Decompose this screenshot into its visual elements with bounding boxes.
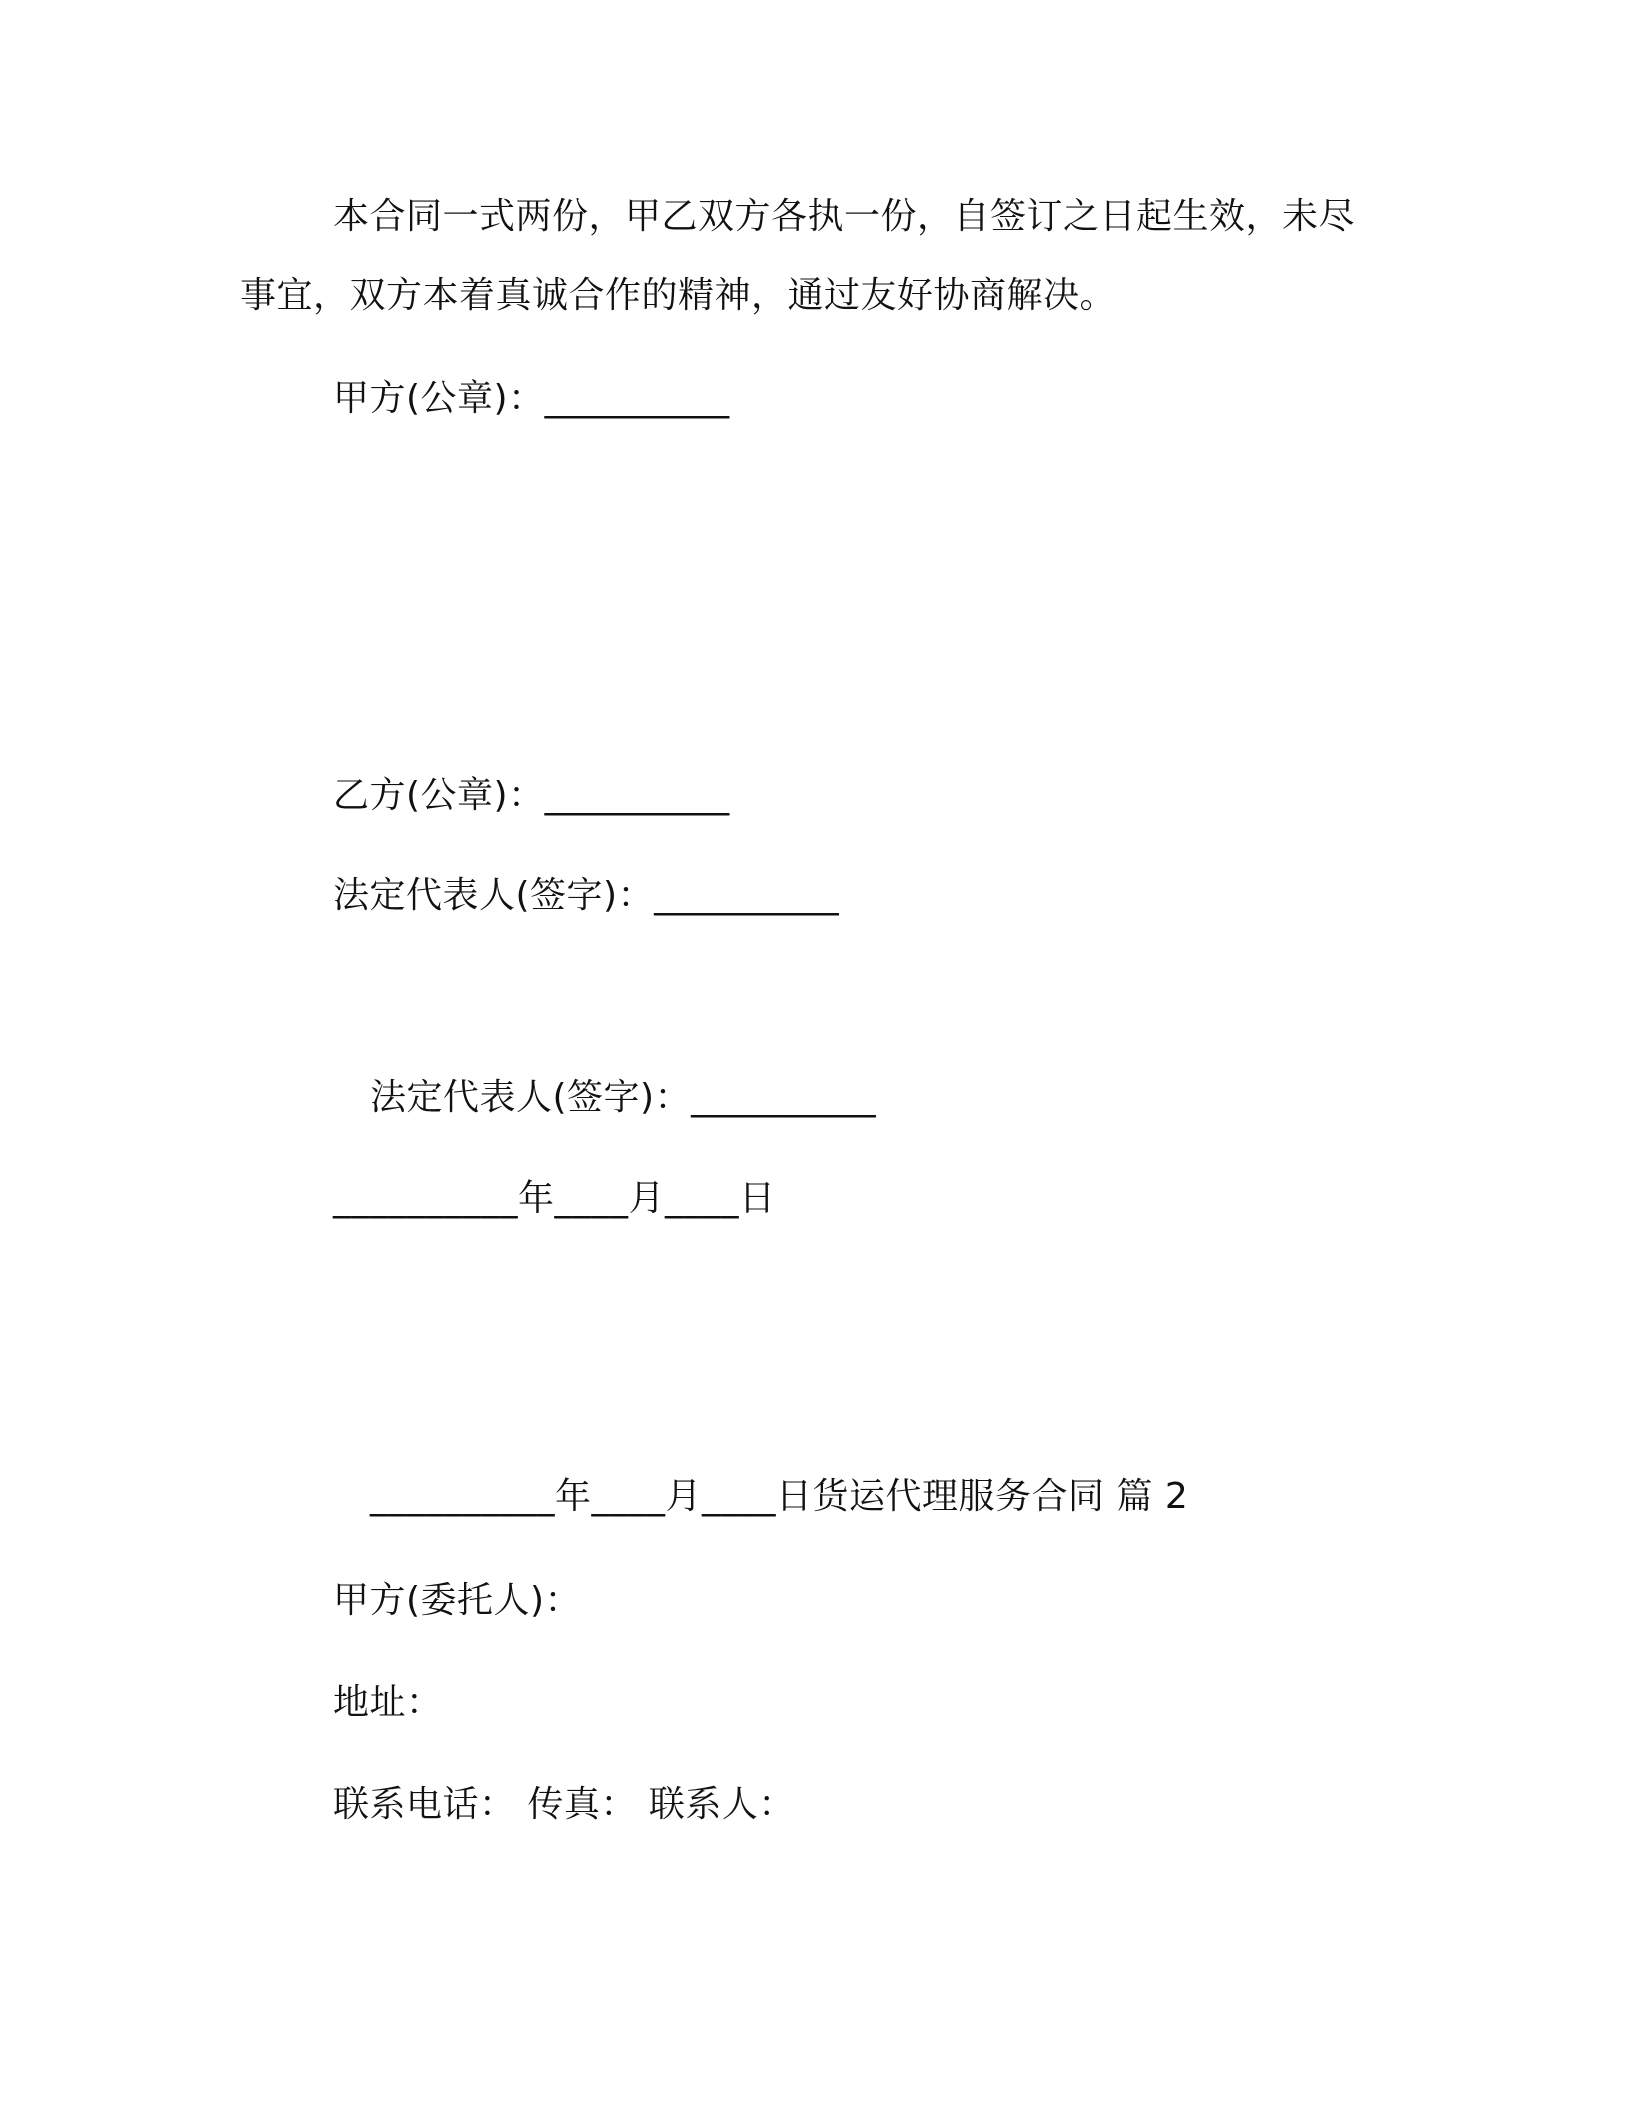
client-label: 甲方(委托人)： [333,1580,582,1621]
date-line: __________年____月____日 [333,1178,776,1219]
legal-representative-signature-line-2: 法定代表人(签字)：__________ [370,1077,877,1118]
party-a-seal-line: 甲方(公章)：__________ [333,378,730,419]
party-b-seal-line: 乙方(公章)：__________ [333,775,730,816]
address-label: 地址： [333,1682,443,1723]
contact-line: 联系电话： 传真： 联系人： [333,1784,795,1825]
section-title: __________年____月____日货运代理服务合同 篇 2 [370,1476,1189,1517]
legal-representative-signature-line: 法定代表人(签字)：__________ [333,875,840,916]
closing-paragraph-line-1: 本合同一式两份，甲乙双方各执一份，自签订之日起生效，未尽 [333,196,1356,237]
closing-paragraph-line-2: 事宜，双方本着真诚合作的精神，通过友好协商解决。 [240,275,1117,316]
